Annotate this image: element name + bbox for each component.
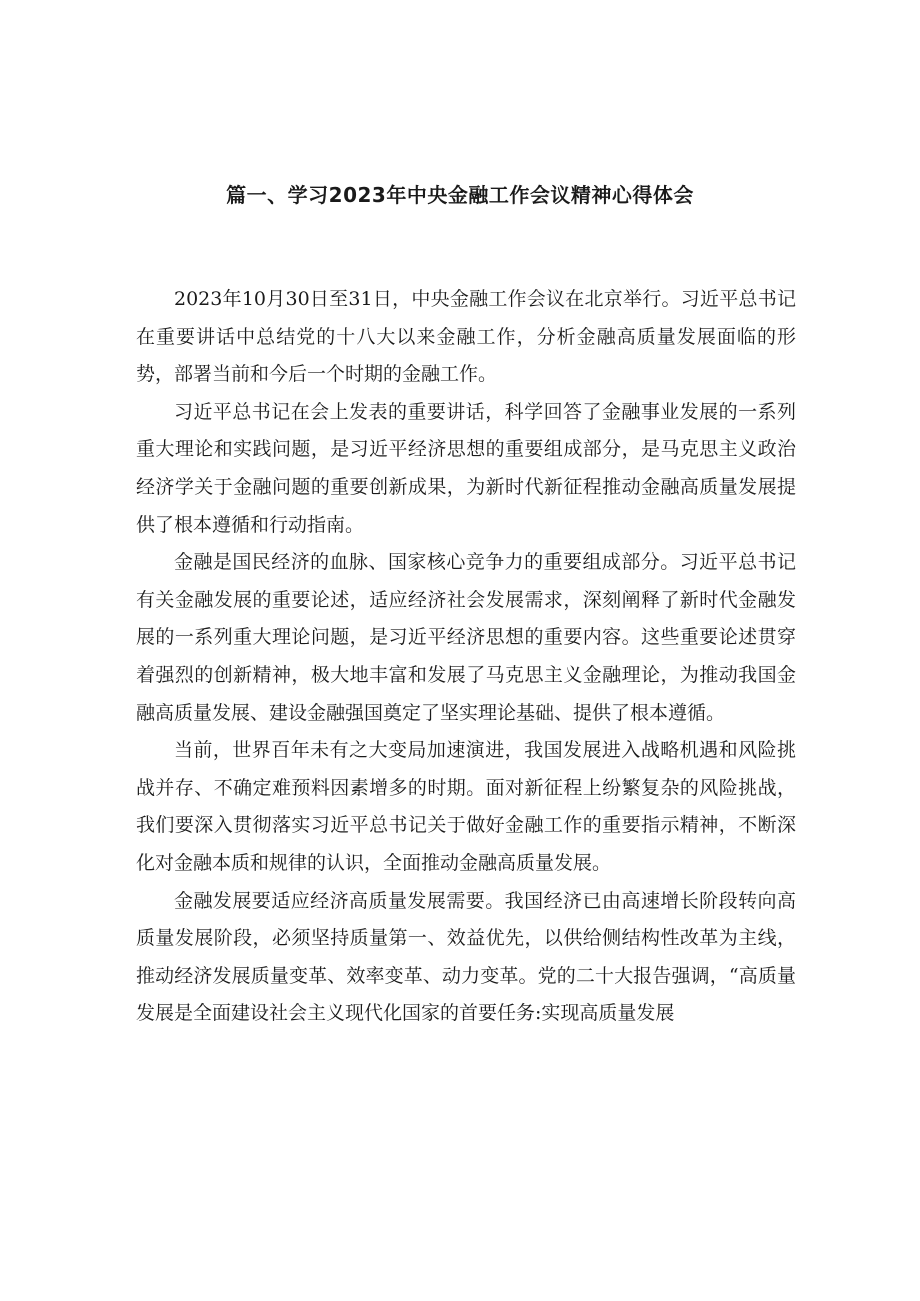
paragraph-1: 2023年10月30日至31日，中央金融工作会议在北京举行。习近平总书记在重要讲话中总结党的十八大以来金融工作，分析金融高质量发展面临的形势，部署当前和今后一个时期的金融工作。 [136, 288, 796, 386]
paragraph-2: 习近平总书记在会上发表的重要讲话，科学回答了金融事业发展的一系列重大理论和实践问题，是习近平经济思想的重要组成部分，是马克思主义政治经济学关于金融问题的重要创新成果，为新时代新征程推动金融高质量发展提供了根本遵循和行动指南。 [136, 400, 796, 536]
document-title: 篇一、学习2023年中央金融工作会议精神心得体会 [226, 183, 694, 207]
paragraph-3: 金融是国民经济的血脉、国家核心竞争力的重要组成部分。习近平总书记有关金融发展的重要论述，适应经济社会发展需求，深刻阐释了新时代金融发展的一系列重大理论问题，是习近平经济思想的重要内容。这些重要论述贯穿着强烈的创新精神，极大地丰富和发展了马克思主义金融理论，为推动我国金融高质量发展、建设金融强国奠定了坚实理论基础、提供了根本遵循。 [136, 551, 796, 724]
paragraph-5: 金融发展要适应经济高质量发展需要。我国经济已由高速增长阶段转向高质量发展阶段，必须坚持质量第一、效益优先，以供给侧结构性改革为主线，推动经济发展质量变革、效率变革、动力变革。党的二十大报告强调，“高质量发展是全面建设社会主义现代化国家的首要任务:实现高质量发展 [136, 889, 796, 1025]
document-body [136, 281, 796, 1033]
paragraph-4: 当前，世界百年未有之大变局加速演进，我国发展进入战略机遇和风险挑战并存、不确定难预料因素增多的时期。面对新征程上纷繁复杂的风险挑战，我们要深入贯彻落实习近平总书记关于做好金融工作的重要指示精神，不断深化对金融本质和规律的认识，全面推动金融高质量发展。 [136, 739, 796, 874]
